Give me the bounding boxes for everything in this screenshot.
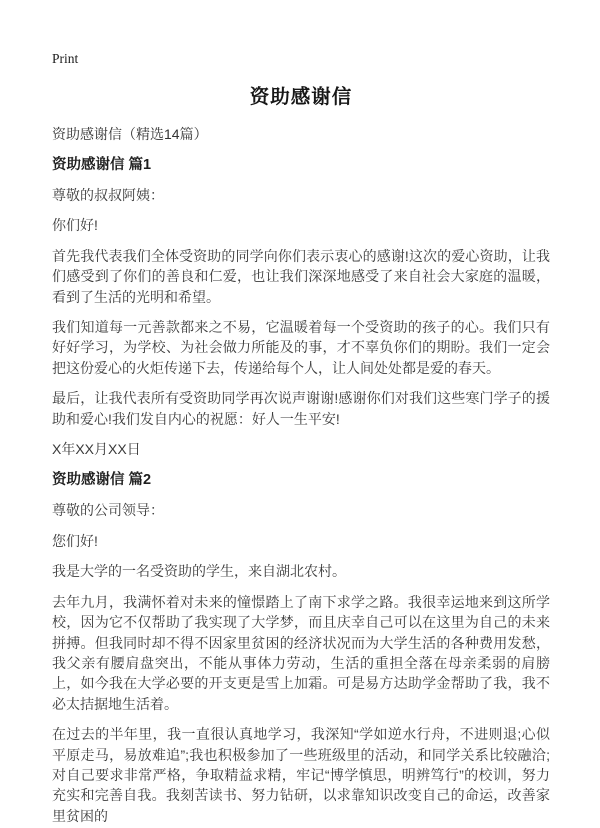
- body-paragraph: 最后，让我代表所有受资助同学再次说声谢谢!感谢你们对我们这些寒门学子的援助和爱心!我们发自内心的祝愿：好人一生平安!: [52, 390, 550, 427]
- body-paragraph: 我是大学的一名受资助的学生，来自湖北农村。: [52, 563, 346, 580]
- document-subtitle: 资助感谢信（精选14篇）: [52, 126, 208, 142]
- body-paragraph: 去年九月，我满怀着对未来的憧憬踏上了南下求学之路。我很幸运地来到这所学校，因为它不仅帮助了我实现了大学梦，而且庆幸自己可以在这里为自己的未来拼搏。但我同时却不得不因家里贫困的经济状况而为大学生活的各种费用发愁， 我父亲有腰肩盘突出，不能从事体力劳动，生活的重担全落在母亲柔弱的肩膀上，如今我在大学必要的开支更是雪上加霜。可是易方达助学金帮助了我，我不必太拮据地生活着。: [52, 593, 550, 712]
- salutation-1: 尊敬的叔叔阿姨：: [52, 187, 164, 203]
- section-heading-2: 资助感谢信 篇2: [52, 472, 152, 489]
- section-heading-1: 资助感谢信 篇1: [52, 157, 152, 173]
- salutation-2: 尊敬的公司领导：: [52, 502, 164, 519]
- print-button[interactable]: Print: [52, 51, 79, 66]
- date-line: X年XX月XX日: [52, 441, 141, 458]
- body-paragraph: 首先我代表我们全体受资助的同学向你们表示衷心的感谢!这次的爱心资助，让我们感受到了你们的善良和仁爱，也让我们深深地感受了来自社会大家庭的温暖，看到了生活的光明和希望。: [52, 247, 550, 305]
- body-paragraph: 我们知道每一元善款都来之不易，它温暖着每一个受资助的孩子的心。我们只有好好学习，为学校、为社会做力所能及的事，才不辜负你们的期盼。我们一定会把这份爱心的火炬传递下去，传递给每个人，让人间处处都是爱的春天。: [52, 319, 550, 376]
- page-title: 资助感谢信: [249, 86, 353, 108]
- greeting-2: 您们好!: [52, 532, 98, 549]
- greeting-1: 你们好!: [52, 217, 98, 234]
- body-paragraph: 在过去的半年里，我一直很认真地学习，我深知“学如逆水行舟，不进则退;心似平原走马，易放难追”;我也积极参加了一些班级里的活动，和同学关系比较融洽;对自己要求非常严格，争取精益求精，牢记“博学慎思，明辨笃行”的校训，努力充实和完善自我。我刻苦读书、努力钻研，以求靠知识改变自己的命运，改善家里贫困的: [52, 726, 550, 824]
